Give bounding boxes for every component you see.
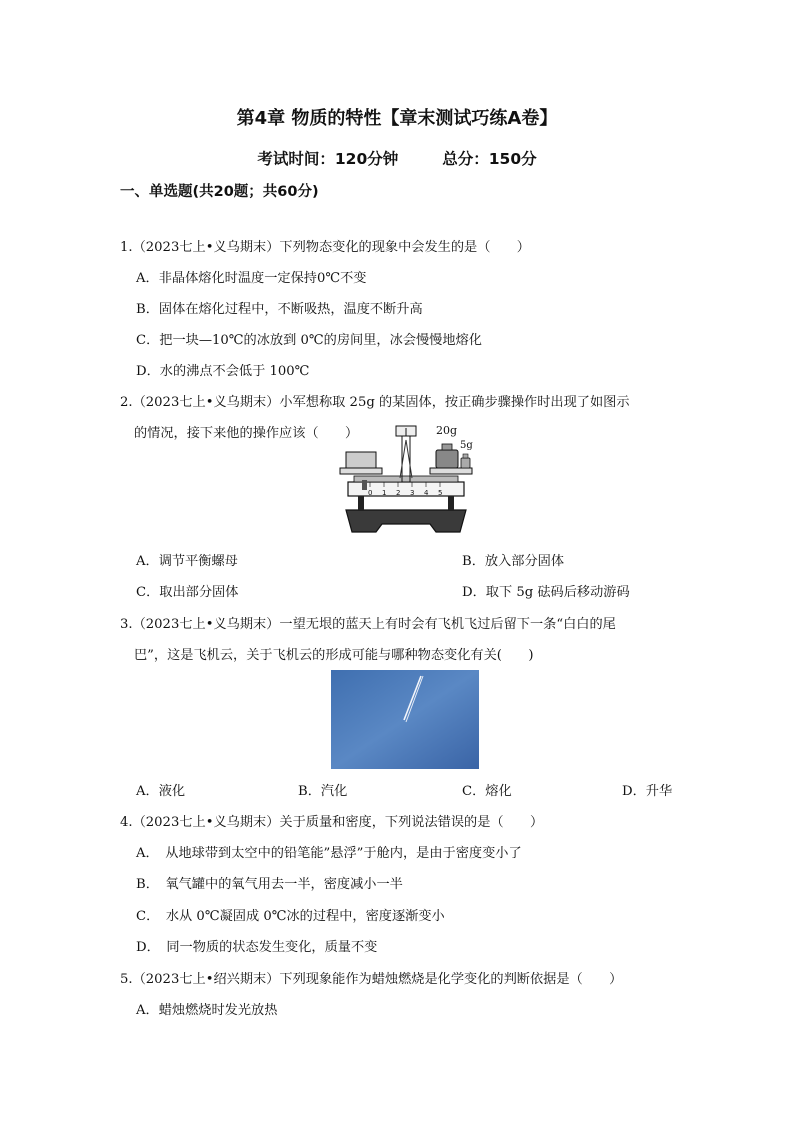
section-heading: 一、单选题(共20题；共60分) (120, 184, 319, 200)
scale-tick-2: 2 (396, 489, 401, 497)
weight-label-5g: 5g (460, 440, 473, 451)
question-5-stem: 5.（2023七上•绍兴期末）下列现象能作为蜡烛燃烧是化学变化的判断依据是（ ） (120, 972, 623, 987)
question-2-option-c: C．取出部分固体 (136, 585, 239, 600)
question-4-option-c: C． 水从 0℃凝固成 0℃冰的过程中，密度逐渐变小 (136, 909, 445, 924)
scale-tick-4: 4 (424, 489, 429, 497)
question-2-stem-line-2: 的情况，接下来他的操作应该（ ） (134, 426, 359, 441)
exam-time: 考试时间：120分钟 (257, 150, 399, 168)
question-2-option-a: A．调节平衡螺母 (136, 554, 238, 569)
question-3-stem-line-1: 3.（2023七上•义乌期末）一望无垠的蓝天上有时会有飞机飞过后留下一条“白白的尾 (120, 617, 616, 632)
question-4-stem: 4.（2023七上•义乌期末）关于质量和密度，下列说法错误的是（ ） (120, 815, 544, 830)
question-2-option-b: B．放入部分固体 (462, 554, 565, 569)
weight-label-20g: 20g (436, 424, 458, 437)
question-1-stem: 1.（2023七上•义乌期末）下列物态变化的现象中会发生的是（ ） (120, 240, 530, 255)
question-3-option-b: B．汽化 (298, 784, 348, 799)
question-4-option-a: A． 从地球带到太空中的铅笔能”悬浮”于舱内，是由于密度变小了 (136, 846, 522, 861)
scale-tick-5: 5 (438, 489, 443, 497)
exam-meta (0, 147, 794, 169)
total-score: 总分：150分 (442, 150, 537, 168)
balance-scale-figure (326, 420, 486, 540)
question-1-option-b: B．固体在熔化过程中，不断吸热，温度不断升高 (136, 302, 423, 317)
question-2-stem-line-1: 2.（2023七上•义乌期末）小军想称取 25g 的某固体，按正确步骤操作时出现了如图示 (120, 395, 630, 410)
contrail-sky-photo (331, 670, 479, 769)
question-1-option-d: D．水的沸点不会低于 100℃ (136, 364, 310, 379)
scale-tick-3: 3 (410, 489, 415, 497)
question-1-option-a: A．非晶体熔化时温度一定保持0℃不变 (136, 271, 367, 286)
scale-tick-0: 0 (368, 489, 373, 497)
question-4-option-b: B． 氧气罐中的氧气用去一半，密度减小一半 (136, 877, 403, 892)
question-2-option-d: D．取下 5g 砝码后移动游码 (462, 585, 630, 600)
question-3-option-c: C．熔化 (462, 784, 512, 799)
question-5-option-a: A．蜡烛燃烧时发光放热 (136, 1003, 278, 1018)
question-1-option-c: C．把一块—10℃的冰放到 0℃的房间里，冰会慢慢地熔化 (136, 333, 482, 348)
question-3-stem-line-2: 巴”，这是飞机云，关于飞机云的形成可能与哪种物态变化有关( ) (134, 648, 534, 663)
document-title: 第4章 物质的特性【章末测试巧练A卷】 (236, 108, 558, 129)
question-4-option-d: D． 同一物质的状态发生变化，质量不变 (136, 940, 378, 955)
question-3-option-a: A．液化 (136, 784, 186, 799)
question-3-option-d: D．升华 (622, 784, 673, 799)
scale-tick-1: 1 (382, 489, 387, 497)
